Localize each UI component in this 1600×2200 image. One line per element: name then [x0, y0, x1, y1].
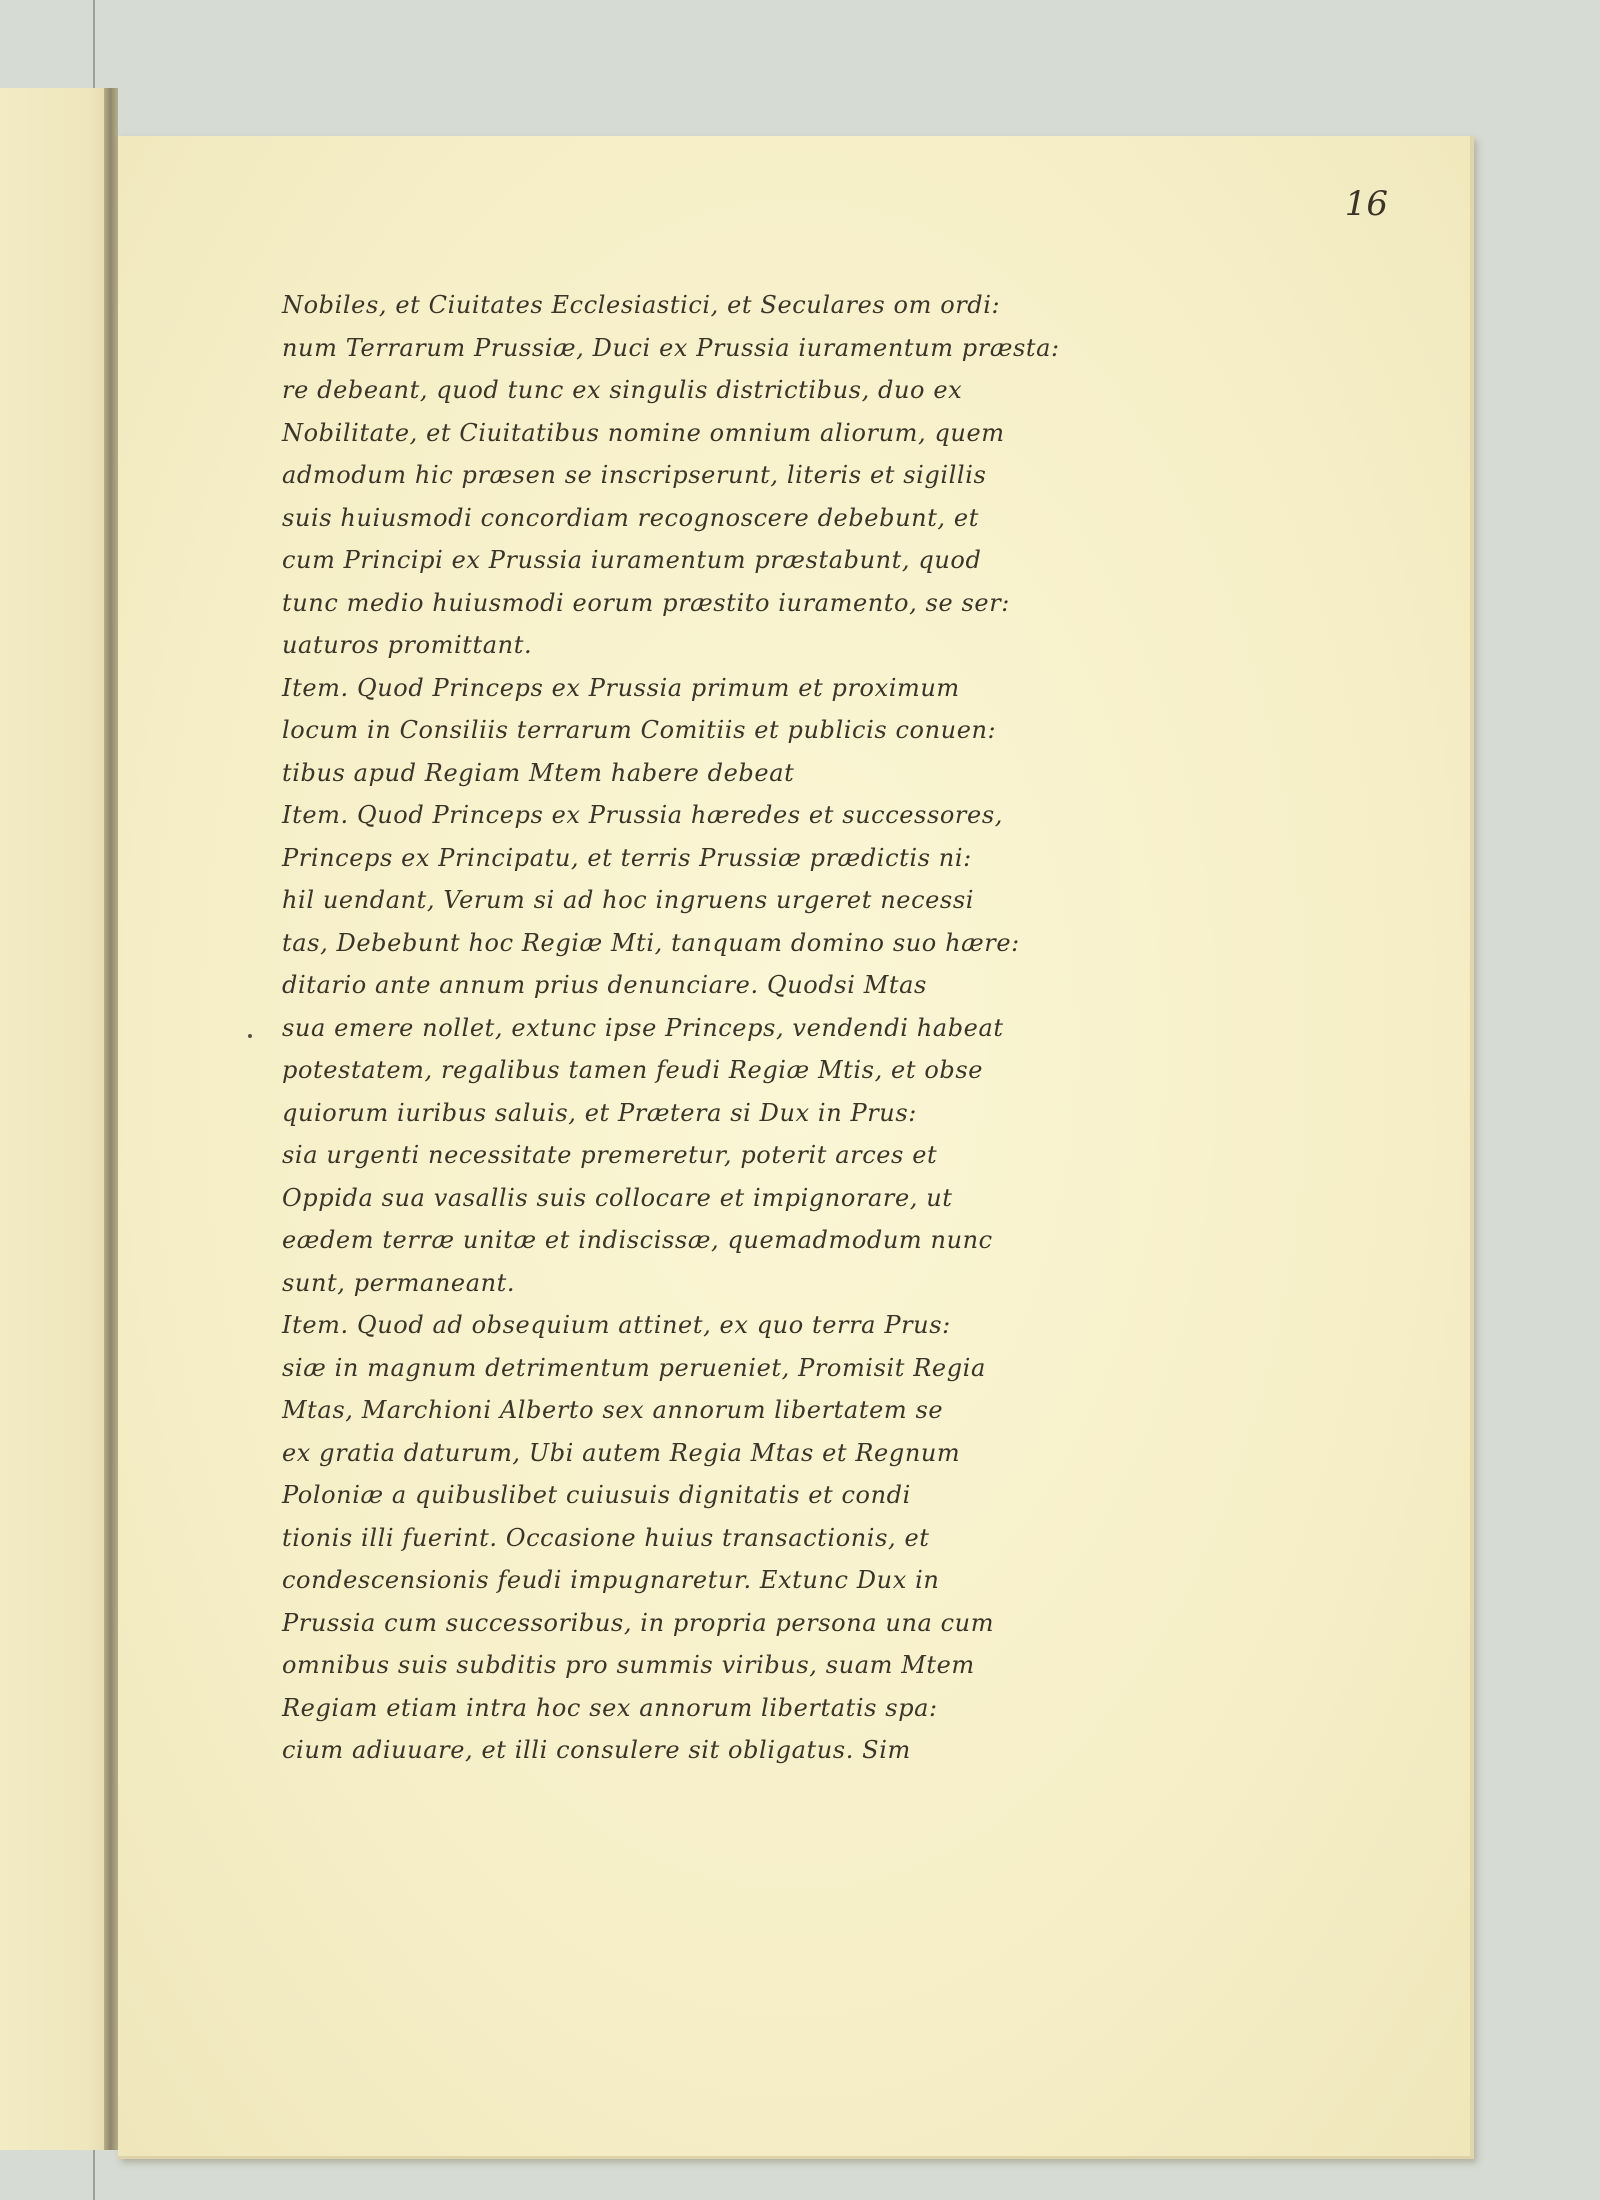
text-line: ex gratia daturum, Ubi autem Regia Mtas et Regnum: [282, 1438, 961, 1467]
text-line: eædem terræ unitæ et indiscissæ, quemadmodum nunc: [282, 1226, 993, 1254]
text-line: tionis illi fuerint. Occasione huius transactionis, et: [282, 1523, 930, 1552]
text-line: ditario ante annum prius denunciare. Quodsi Mtas: [282, 971, 927, 999]
text-line: omnibus suis subditis pro summis viribus, suam Mtem: [282, 1651, 975, 1679]
text-line: admodum hic præsen se inscripserunt, literis et sigillis: [282, 461, 987, 489]
text-line: Item. Quod Princeps ex Prussia primum et proximum: [282, 673, 960, 702]
text-line: sunt, permaneant.: [282, 1268, 516, 1297]
text-line: Item. Quod Princeps ex Prussia hæredes et successores,: [282, 801, 1003, 829]
text-line: re debeant, quod tunc ex singulis districtibus, duo ex: [282, 376, 963, 404]
text-line: cium adiuuare, et illi consulere sit obligatus. Sim: [282, 1736, 911, 1764]
text-line: Item. Quod ad obsequium attinet, ex quo terra Prus:: [282, 1311, 951, 1339]
facing-page-edge: [0, 88, 113, 2150]
text-line: sia urgenti necessitate premeretur, poterit arces et: [282, 1141, 938, 1169]
manuscript-text: [282, 284, 1202, 1772]
text-line: condescensionis feudi impugnaretur. Extunc Dux in: [282, 1566, 940, 1594]
book-gutter: [104, 88, 118, 2150]
text-line: Princeps ex Principatu, et terris Prussiæ prædictis ni:: [282, 843, 972, 872]
text-line: Oppida sua vasallis suis collocare et impignorare, ut: [282, 1183, 953, 1212]
folio-number: 16: [1344, 184, 1388, 224]
text-line: Mtas, Marchioni Alberto sex annorum libertatem se: [282, 1396, 944, 1424]
text-line: quiorum iuribus saluis, et Prætera si Dux in Prus:: [282, 1098, 917, 1127]
text-line: sua emere nollet, extunc ipse Princeps, vendendi habeat: [282, 1013, 1004, 1042]
text-line: num Terrarum Prussiæ, Duci ex Prussia iuramentum præsta:: [282, 333, 1060, 362]
text-line: Nobilitate, et Ciuitatibus nomine omnium aliorum, quem: [282, 418, 1005, 447]
text-line: hil uendant, Verum si ad hoc ingruens urgeret necessi: [282, 886, 975, 914]
ink-dot: [248, 1034, 252, 1038]
text-line: tibus apud Regiam Mtem habere debeat: [282, 758, 795, 787]
text-line: tunc medio huiusmodi eorum præstito iuramento, se ser:: [282, 588, 1010, 617]
text-line: locum in Consiliis terrarum Comitiis et publicis conuen:: [282, 716, 997, 744]
text-line: tas, Debebunt hoc Regiæ Mti, tanquam domino suo hære:: [282, 928, 1020, 957]
text-line: uaturos promittant.: [282, 631, 533, 659]
text-line: Prussia cum successoribus, in propria persona una cum: [282, 1608, 995, 1637]
text-line: siæ in magnum detrimentum perueniet, Promisit Regia: [282, 1353, 986, 1382]
text-line: potestatem, regalibus tamen feudi Regiæ Mtis, et obse: [282, 1056, 984, 1084]
text-line: suis huiusmodi concordiam recognoscere debebunt, et: [282, 503, 979, 532]
text-line: Nobiles, et Ciuitates Ecclesiastici, et Seculares om ordi:: [282, 291, 1001, 319]
text-line: Poloniæ a quibuslibet cuiusuis dignitatis et condi: [282, 1481, 911, 1509]
text-line: cum Principi ex Prussia iuramentum præstabunt, quod: [282, 546, 982, 574]
text-line: Regiam etiam intra hoc sex annorum libertatis spa:: [282, 1693, 938, 1722]
